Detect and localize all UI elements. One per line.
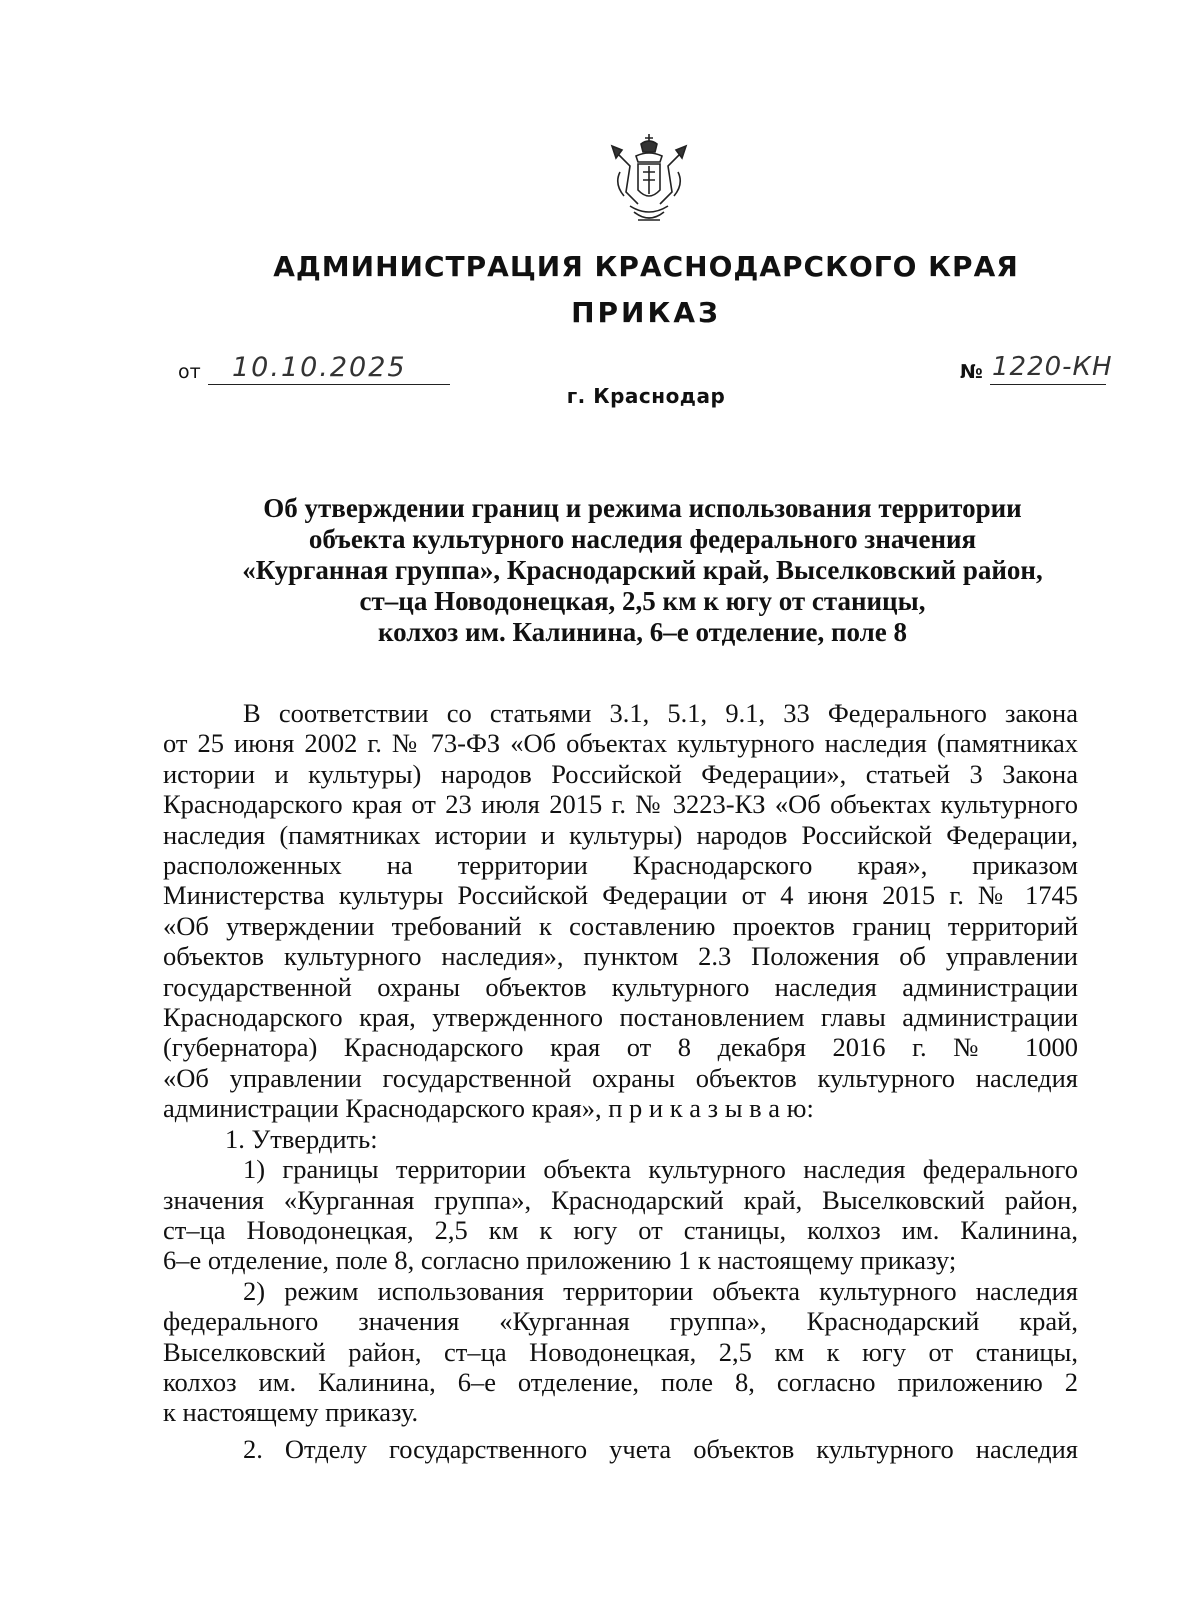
body-line: наследия (памятниках истории и культуры) народов Российской Федерации, xyxy=(163,819,1078,850)
item-2-line: 2. Отделу государственного учета объектов культурного наследия xyxy=(243,1433,1078,1464)
document-type-title: ПРИКАЗ xyxy=(571,296,721,329)
item-1-2-line: колхоз им. Калинина, 6–е отделение, поле 8, согласно приложению 2 xyxy=(163,1366,1078,1397)
subject-line: Об утверждении границ и режима использования территории xyxy=(263,493,1022,523)
coat-of-arms-icon xyxy=(608,132,690,228)
document-subject xyxy=(200,493,1085,648)
body-line: «Об утверждении требований к составлению проектов границ территорий xyxy=(163,910,1078,941)
body-line: расположенных на территории Краснодарского края», приказом xyxy=(163,850,1078,881)
body-line: (губернатора) Краснодарского края от 8 декабря 2016 г. № 1000 xyxy=(163,1032,1078,1063)
date-value: 10.10.2025 xyxy=(232,352,407,383)
body-line: Краснодарского края, утвержденного постановлением главы администрации xyxy=(163,1002,1078,1033)
body-line: «Об управлении государственной охраны объектов культурного наследия xyxy=(163,1062,1078,1093)
item-1-2-line: 2) режим использования территории объекта культурного наследия xyxy=(243,1275,1078,1306)
body-line: Министерства культуры Российской Федерации от 4 июня 2015 г. № 1745 xyxy=(163,880,1078,911)
city-line: г. Краснодар xyxy=(566,384,726,408)
item-1-1-line: значения «Курганная группа», Краснодарский край, Выселковский район, xyxy=(163,1184,1078,1215)
organization-title: АДМИНИСТРАЦИЯ КРАСНОДАРСКОГО КРАЯ xyxy=(273,250,1019,283)
body-line: государственной охраны объектов культурного наследия администрации xyxy=(163,971,1078,1002)
date-label: от xyxy=(178,361,201,383)
body-line: объектов культурного наследия», пунктом 2.3 Положения об управлении xyxy=(163,941,1078,972)
subject-line: колхоз им. Калинина, 6–е отделение, поле 8 xyxy=(377,617,908,647)
document-number: 1220-КН xyxy=(992,352,1113,382)
body-line: администрации Краснодарского края», п р и к а з ы в а ю: xyxy=(163,1093,814,1124)
body-line: Краснодарского края от 23 июля 2015 г. № 3223-КЗ «Об объектах культурного xyxy=(163,789,1078,820)
body-line: от 25 июня 2002 г. № 73-ФЗ «Об объектах культурного наследия (памятниках xyxy=(163,728,1078,759)
item-1-2-line: к настоящему приказу. xyxy=(163,1397,419,1428)
item-1-2-line: федерального значения «Курганная группа», Краснодарский край, xyxy=(163,1306,1078,1337)
subject-line: ст–ца Новодонецкая, 2,5 км к югу от станицы, xyxy=(359,586,926,616)
body-line: истории и культуры) народов Российской Федерации», статьей 3 Закона xyxy=(163,758,1078,789)
item-1-1-line: 6–е отделение, поле 8, согласно приложению 1 к настоящему приказу; xyxy=(163,1245,957,1276)
item-1-1-line: ст–ца Новодонецкая, 2,5 км к югу от станицы, колхоз им. Калинина, xyxy=(163,1214,1078,1245)
item-1-title: 1. Утвердить: xyxy=(225,1123,378,1154)
item-1-2-line: Выселковский район, ст–ца Новодонецкая, 2,5 км к югу от станицы, xyxy=(163,1336,1078,1367)
subject-line: объекта культурного наследия федерального значения xyxy=(308,524,977,554)
item-1-1-line: 1) границы территории объекта культурного наследия федерального xyxy=(243,1154,1078,1185)
number-label: № xyxy=(960,361,983,383)
body-line: В соответствии со статьями 3.1, 5.1, 9.1, 33 Федерального закона xyxy=(243,698,1078,728)
document-body xyxy=(163,698,1078,1464)
subject-line: «Курганная группа», Краснодарский край, Выселковский район, xyxy=(242,555,1043,585)
